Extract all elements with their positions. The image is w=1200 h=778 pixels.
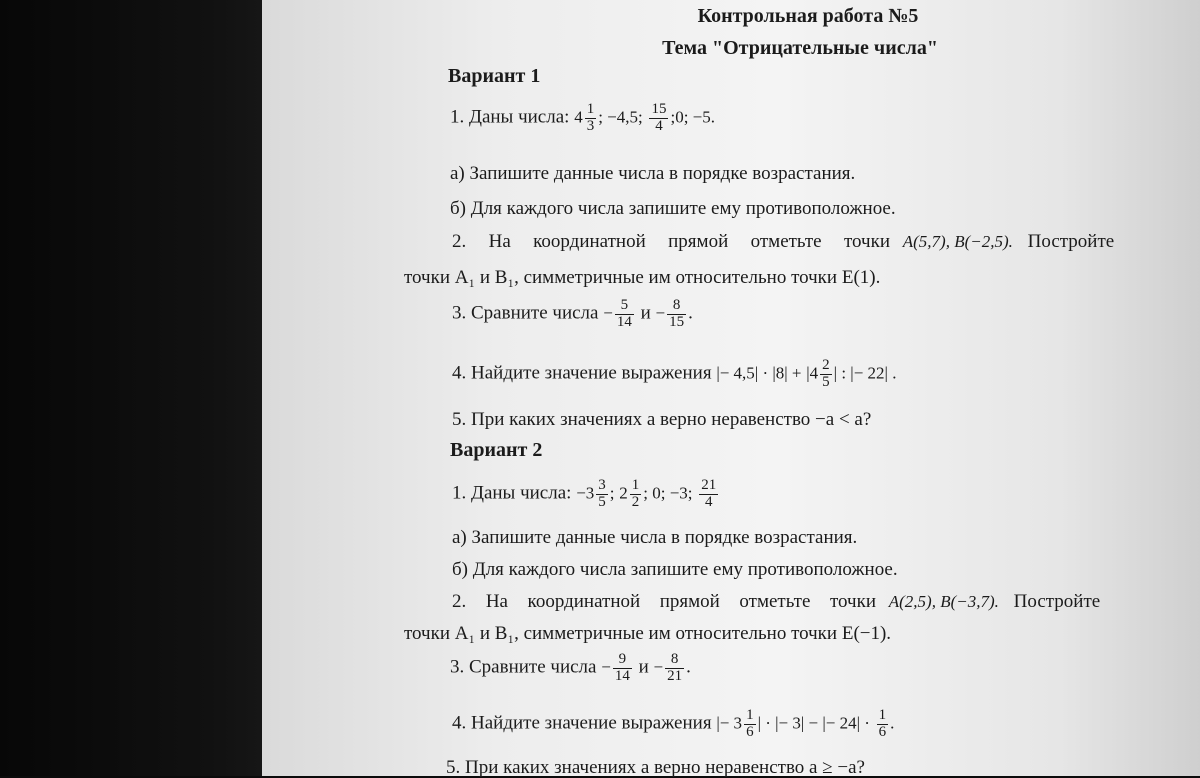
v2-q4-part-2: | · |− 3| − |− 24| · — [757, 713, 870, 733]
v1-question-1b: б) Для каждого числа запишите ему противоположное. — [450, 198, 896, 219]
v1-q3-minus-1: − — [603, 303, 613, 323]
v1-q4-abs-open: | — [806, 363, 810, 383]
v1-q3-end: . — [688, 302, 693, 324]
v1-question-1 — [450, 102, 715, 135]
v2-q1-sep-1: ; — [609, 483, 615, 503]
v1-q3-fraction-2: $\frac{8}{15}$ — [669, 297, 685, 330]
v2-question-1 — [452, 478, 720, 511]
v2-q2-tail: Постройте — [1013, 591, 1101, 612]
v1-q1-text: 1. Даны числа: — [450, 106, 570, 128]
v2-q1-whole-2: 2 — [619, 483, 628, 503]
v2-question-5: 5. При каких значениях a верно неравенство a ≥ −a? — [446, 757, 865, 778]
v2-q3-text: 3. Сравните числа — [450, 656, 597, 678]
v1-q1-fraction-2: $\frac{15}{4}$ — [651, 101, 667, 134]
v2-q3-end: . — [686, 656, 691, 678]
v1-q3-text: 3. Сравните числа — [452, 302, 599, 324]
v2-q1-fraction-1: $\frac{3}{5}$ — [598, 477, 606, 510]
v2-q4-part-1: |− 3 — [716, 713, 743, 733]
v1-question-1a: а) Запишите данные числа в порядке возрастания. — [450, 163, 856, 184]
v2-question-2 — [452, 592, 1100, 611]
v2-q4-fraction-2: $\frac{1}{6}$ — [878, 707, 887, 740]
v2-question-1b: б) Для каждого числа запишите ему противоположное. — [452, 559, 898, 580]
v1-q2-tail: Постройте — [1027, 231, 1115, 252]
v2-q3-minus-1: − — [601, 657, 611, 677]
v1-q1-fraction-1: $\frac{1}{3}$ — [586, 101, 595, 134]
v1-q2-points: A(5,7), B(−2,5). — [902, 232, 1013, 251]
v2-q3-fraction-2: $\frac{8}{21}$ — [667, 651, 683, 684]
v1-question-3 — [452, 298, 693, 331]
v1-q1-sep-1: ; −4,5; — [598, 107, 643, 127]
v2-q4-end: . — [890, 713, 895, 733]
v1-q1-whole: 4 — [574, 107, 583, 127]
doc-title: Контрольная работа №5 — [697, 5, 919, 27]
v1-question-5: 5. При каких значениях a верно неравенство −a < a? — [452, 409, 872, 430]
v1-q4-fraction: $\frac{2}{5}$ — [822, 357, 830, 390]
v2-q4-text: 4. Найдите значение выражения — [452, 712, 712, 734]
v2-q1-whole-1: −3 — [576, 483, 595, 503]
v1-q4-part-1: |− 4,5| · |8| + — [716, 363, 802, 383]
v1-q3-and: и — [640, 302, 651, 324]
v2-q1-fraction-3: $\frac{21}{4}$ — [701, 477, 717, 510]
v2-q1-sep-2: ; 0; −3; — [643, 483, 693, 503]
v2-q3-fraction-1: $\frac{9}{14}$ — [614, 651, 630, 684]
variant-1-heading: Вариант 1 — [448, 65, 541, 87]
doc-topic: Тема "Отрицательные числа" — [662, 37, 938, 59]
v2-q3-minus-2: − — [653, 657, 664, 677]
v2-question-2-line2: точки A₁ и B₁, симметричные им относительно точки E(−1). — [404, 623, 892, 644]
v1-q4-whole: 4 — [809, 363, 819, 383]
v1-q2-text: 2. На координатной прямой отметьте точки — [452, 231, 890, 252]
variant-2-heading: Вариант 2 — [450, 439, 543, 461]
v2-q3-and: и — [638, 656, 649, 678]
v2-question-1a: а) Запишите данные числа в порядке возрастания. — [452, 527, 858, 548]
v2-q4-fraction-1: $\frac{1}{6}$ — [746, 707, 754, 740]
v1-q4-text: 4. Найдите значение выражения — [452, 362, 712, 384]
v1-q3-fraction-1: $\frac{5}{14}$ — [616, 297, 632, 330]
v2-q2-points: A(2,5), B(−3,7). — [888, 592, 999, 611]
v1-question-4 — [452, 358, 896, 391]
v1-q1-sep-2: ;0; −5. — [670, 107, 716, 127]
v2-question-3 — [450, 652, 691, 685]
v1-question-2 — [452, 232, 1114, 251]
v1-q4-part-2: | : |− 22| . — [833, 363, 897, 383]
v2-q1-text: 1. Даны числа: — [452, 482, 572, 504]
v2-q1-fraction-2: $\frac{1}{2}$ — [631, 477, 640, 510]
v1-question-2-line2: точки A₁ и B₁, симметричные им относительно точки E(1). — [404, 267, 881, 288]
v1-q3-minus-2: − — [655, 303, 666, 323]
v2-question-4 — [452, 708, 894, 741]
v2-q2-text: 2. На координатной прямой отметьте точки — [452, 591, 876, 612]
